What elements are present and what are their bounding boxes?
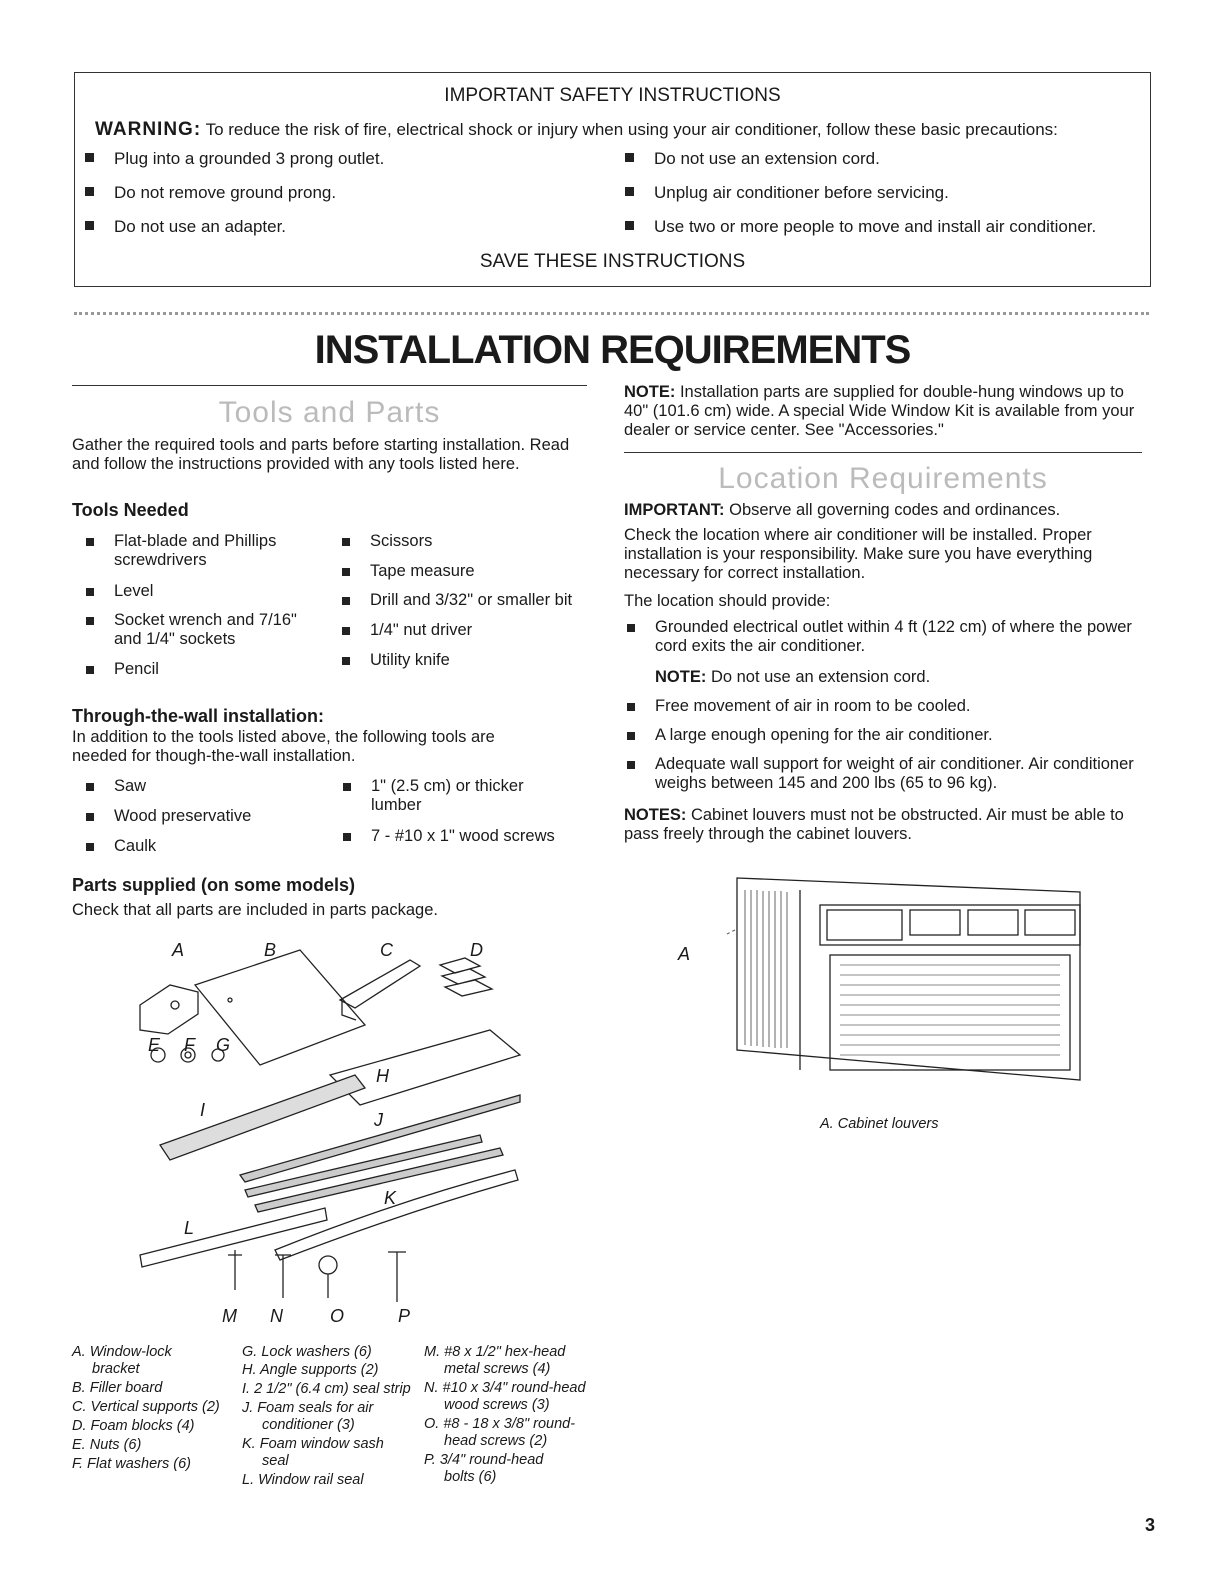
tools-intro: Gather the required tools and parts before starting installation. Read and follow the instructions provided with any tools listed here. — [72, 436, 570, 473]
part-label: P — [398, 1306, 411, 1326]
tool-item: Scissors — [370, 532, 590, 551]
wall-heading: Through-the-wall installation: — [72, 706, 324, 726]
important-label: IMPORTANT: — [624, 501, 725, 519]
part-caption: P. 3/4" round-head — [424, 1452, 544, 1468]
part-label: O — [330, 1306, 345, 1326]
part-caption: B. Filler board — [72, 1380, 163, 1396]
air-conditioner-illustration — [725, 870, 1095, 1110]
parts-intro: Check that all parts are included in parts package. — [72, 901, 438, 919]
sub-note — [655, 668, 930, 687]
part-label: L — [184, 1218, 195, 1238]
part-label: H — [376, 1066, 389, 1086]
part-caption: head screws (2) — [444, 1433, 548, 1449]
safety-item: Unplug air conditioner before servicing. — [625, 183, 949, 203]
cabinet-louvers — [745, 890, 787, 1048]
window-lock-bracket-part — [140, 985, 198, 1034]
part-label: G — [216, 1035, 231, 1055]
location-provide: The location should provide: — [624, 592, 831, 610]
part-caption: H. Angle supports (2) — [242, 1362, 379, 1378]
warning-text: To reduce the risk of fire, electrical shock or injury when using your air conditioner, follow these basic precautions: — [205, 120, 1058, 139]
part-label: E — [148, 1035, 161, 1055]
dotted-divider — [74, 312, 1149, 315]
part-caption: F. Flat washers (6) — [72, 1456, 191, 1472]
part-caption: I. 2 1/2" (6.4 cm) seal strip — [242, 1381, 411, 1397]
tool-item: Flat-blade and Phillips screwdrivers — [114, 532, 314, 570]
part-caption: O. #8 - 18 x 3/8" round- — [424, 1416, 576, 1432]
location-heading: Location Requirements — [718, 462, 1048, 495]
part-caption: seal — [262, 1453, 289, 1469]
part-caption: bracket — [92, 1361, 140, 1377]
seal-strip-part — [160, 1075, 365, 1160]
round-head-screw-part — [319, 1256, 337, 1274]
location-item: A large enough opening for the air conditioner. — [655, 726, 1135, 745]
safety-title: IMPORTANT SAFETY INSTRUCTIONS — [444, 85, 781, 106]
wall-tool-item: Caulk — [114, 837, 156, 856]
part-caption: N. #10 x 3/4" round-head — [424, 1380, 586, 1396]
tool-item: Utility knife — [370, 651, 590, 670]
part-caption: G. Lock washers (6) — [242, 1344, 372, 1360]
section-rule — [624, 452, 1142, 453]
part-label: B — [264, 940, 277, 960]
part-caption: J. Foam seals for air — [242, 1400, 374, 1416]
notes-paragraph — [624, 806, 1134, 844]
part-caption: C. Vertical supports (2) — [72, 1399, 220, 1415]
window-rail-seal-part — [140, 1208, 327, 1267]
part-caption: L. Window rail seal — [242, 1472, 364, 1488]
part-caption: metal screws (4) — [444, 1361, 551, 1377]
bolt-part — [388, 1252, 406, 1302]
tools-parts-heading: Tools and Parts — [218, 396, 441, 429]
note-label: NOTE: — [624, 383, 676, 401]
part-caption: bolts (6) — [444, 1469, 497, 1485]
vertical-support-part — [340, 960, 420, 1020]
part-label: M — [222, 1306, 237, 1326]
warning-line — [95, 119, 1058, 141]
installation-note — [624, 383, 1144, 440]
wall-tool-item: 1" (2.5 cm) or thicker lumber — [371, 777, 571, 815]
part-caption: wood screws (3) — [444, 1397, 550, 1413]
note-text: Installation parts are supplied for double-hung windows up to 40" (101.6 cm) wide. A special Wide Window Kit is available from your dealer or service center. See "Accessories." — [624, 383, 1135, 439]
round-head-wood-screw-part — [275, 1255, 291, 1298]
part-caption: D. Foam blocks (4) — [72, 1418, 195, 1434]
safety-box — [74, 72, 1151, 287]
page-title: INSTALLATION REQUIREMENTS — [314, 328, 911, 372]
wall-tool-item: Saw — [114, 777, 146, 796]
warning-label: WARNING: — [95, 119, 202, 140]
safety-item: Do not use an extension cord. — [625, 149, 880, 169]
tools-needed-heading: Tools Needed — [72, 500, 189, 520]
wall-intro: In addition to the tools listed above, the following tools are needed for though-the-wall installation. — [72, 728, 495, 765]
part-label: D — [470, 940, 483, 960]
important-line — [624, 501, 1144, 520]
notes-label: NOTES: — [624, 806, 687, 824]
parts-diagram — [120, 930, 540, 1330]
notes-text: Cabinet louvers must not be obstructed. Air must be able to pass freely through the cabinet louvers. — [624, 806, 1124, 843]
sub-note-label: NOTE: — [655, 668, 707, 686]
part-label: I — [200, 1100, 206, 1120]
location-paragraph: Check the location where air conditioner will be installed. Proper installation is your responsibility. Make sure you have everything necessary for correct installation. — [624, 526, 1093, 582]
angle-support-part — [330, 1030, 520, 1105]
part-caption: A. Window-lock — [72, 1344, 172, 1360]
part-label: J — [374, 1110, 383, 1130]
figure-label: A — [678, 944, 691, 964]
part-label: K — [384, 1188, 397, 1208]
foam-blocks-part — [440, 958, 492, 996]
tool-item: Drill and 3/32" or smaller bit — [370, 591, 590, 610]
tool-item: Socket wrench and 7/16" and 1/4" sockets — [114, 611, 314, 649]
safety-item: Do not remove ground prong. — [85, 183, 336, 203]
part-caption: E. Nuts (6) — [72, 1437, 142, 1453]
safety-item: Use two or more people to move and install air conditioner. — [625, 217, 1096, 237]
foam-sash-seal-part — [275, 1170, 518, 1260]
wall-tool-item: Wood preservative — [114, 807, 251, 826]
tool-item: Tape measure — [370, 562, 590, 581]
hex-head-screw-part — [228, 1250, 242, 1290]
parts-heading: Parts supplied (on some models) — [72, 875, 356, 895]
location-item: Grounded electrical outlet within 4 ft (122 cm) of where the power cord exits the air conditioner. — [655, 618, 1135, 656]
part-caption: conditioner (3) — [262, 1417, 355, 1433]
part-caption: M. #8 x 1/2" hex-head — [424, 1344, 566, 1360]
important-text: Observe all governing codes and ordinances. — [729, 501, 1061, 519]
part-label: C — [380, 940, 393, 960]
part-label: N — [270, 1306, 283, 1326]
part-label: A — [172, 940, 185, 960]
tool-item: Level — [114, 582, 314, 601]
tool-item: 1/4" nut driver — [370, 621, 590, 640]
part-caption: K. Foam window sash — [242, 1436, 384, 1452]
part-label: F — [184, 1035, 195, 1055]
safety-item: Plug into a grounded 3 prong outlet. — [85, 149, 384, 169]
safety-item: Do not use an adapter. — [85, 217, 286, 237]
tool-item: Pencil — [114, 660, 314, 679]
figure-caption: A. Cabinet louvers — [820, 1116, 939, 1132]
page-number: 3 — [1144, 1515, 1155, 1535]
wall-tool-item: 7 - #10 x 1" wood screws — [371, 827, 591, 846]
location-item: Free movement of air in room to be cooled. — [655, 697, 1135, 716]
sub-note-text: Do not use an extension cord. — [710, 668, 931, 686]
location-item: Adequate wall support for weight of air conditioner. Air conditioner weighs between 145 and 200 lbs (65 to 96 kg). — [655, 755, 1135, 793]
save-instructions: SAVE THESE INSTRUCTIONS — [479, 251, 746, 272]
section-rule — [72, 385, 587, 386]
